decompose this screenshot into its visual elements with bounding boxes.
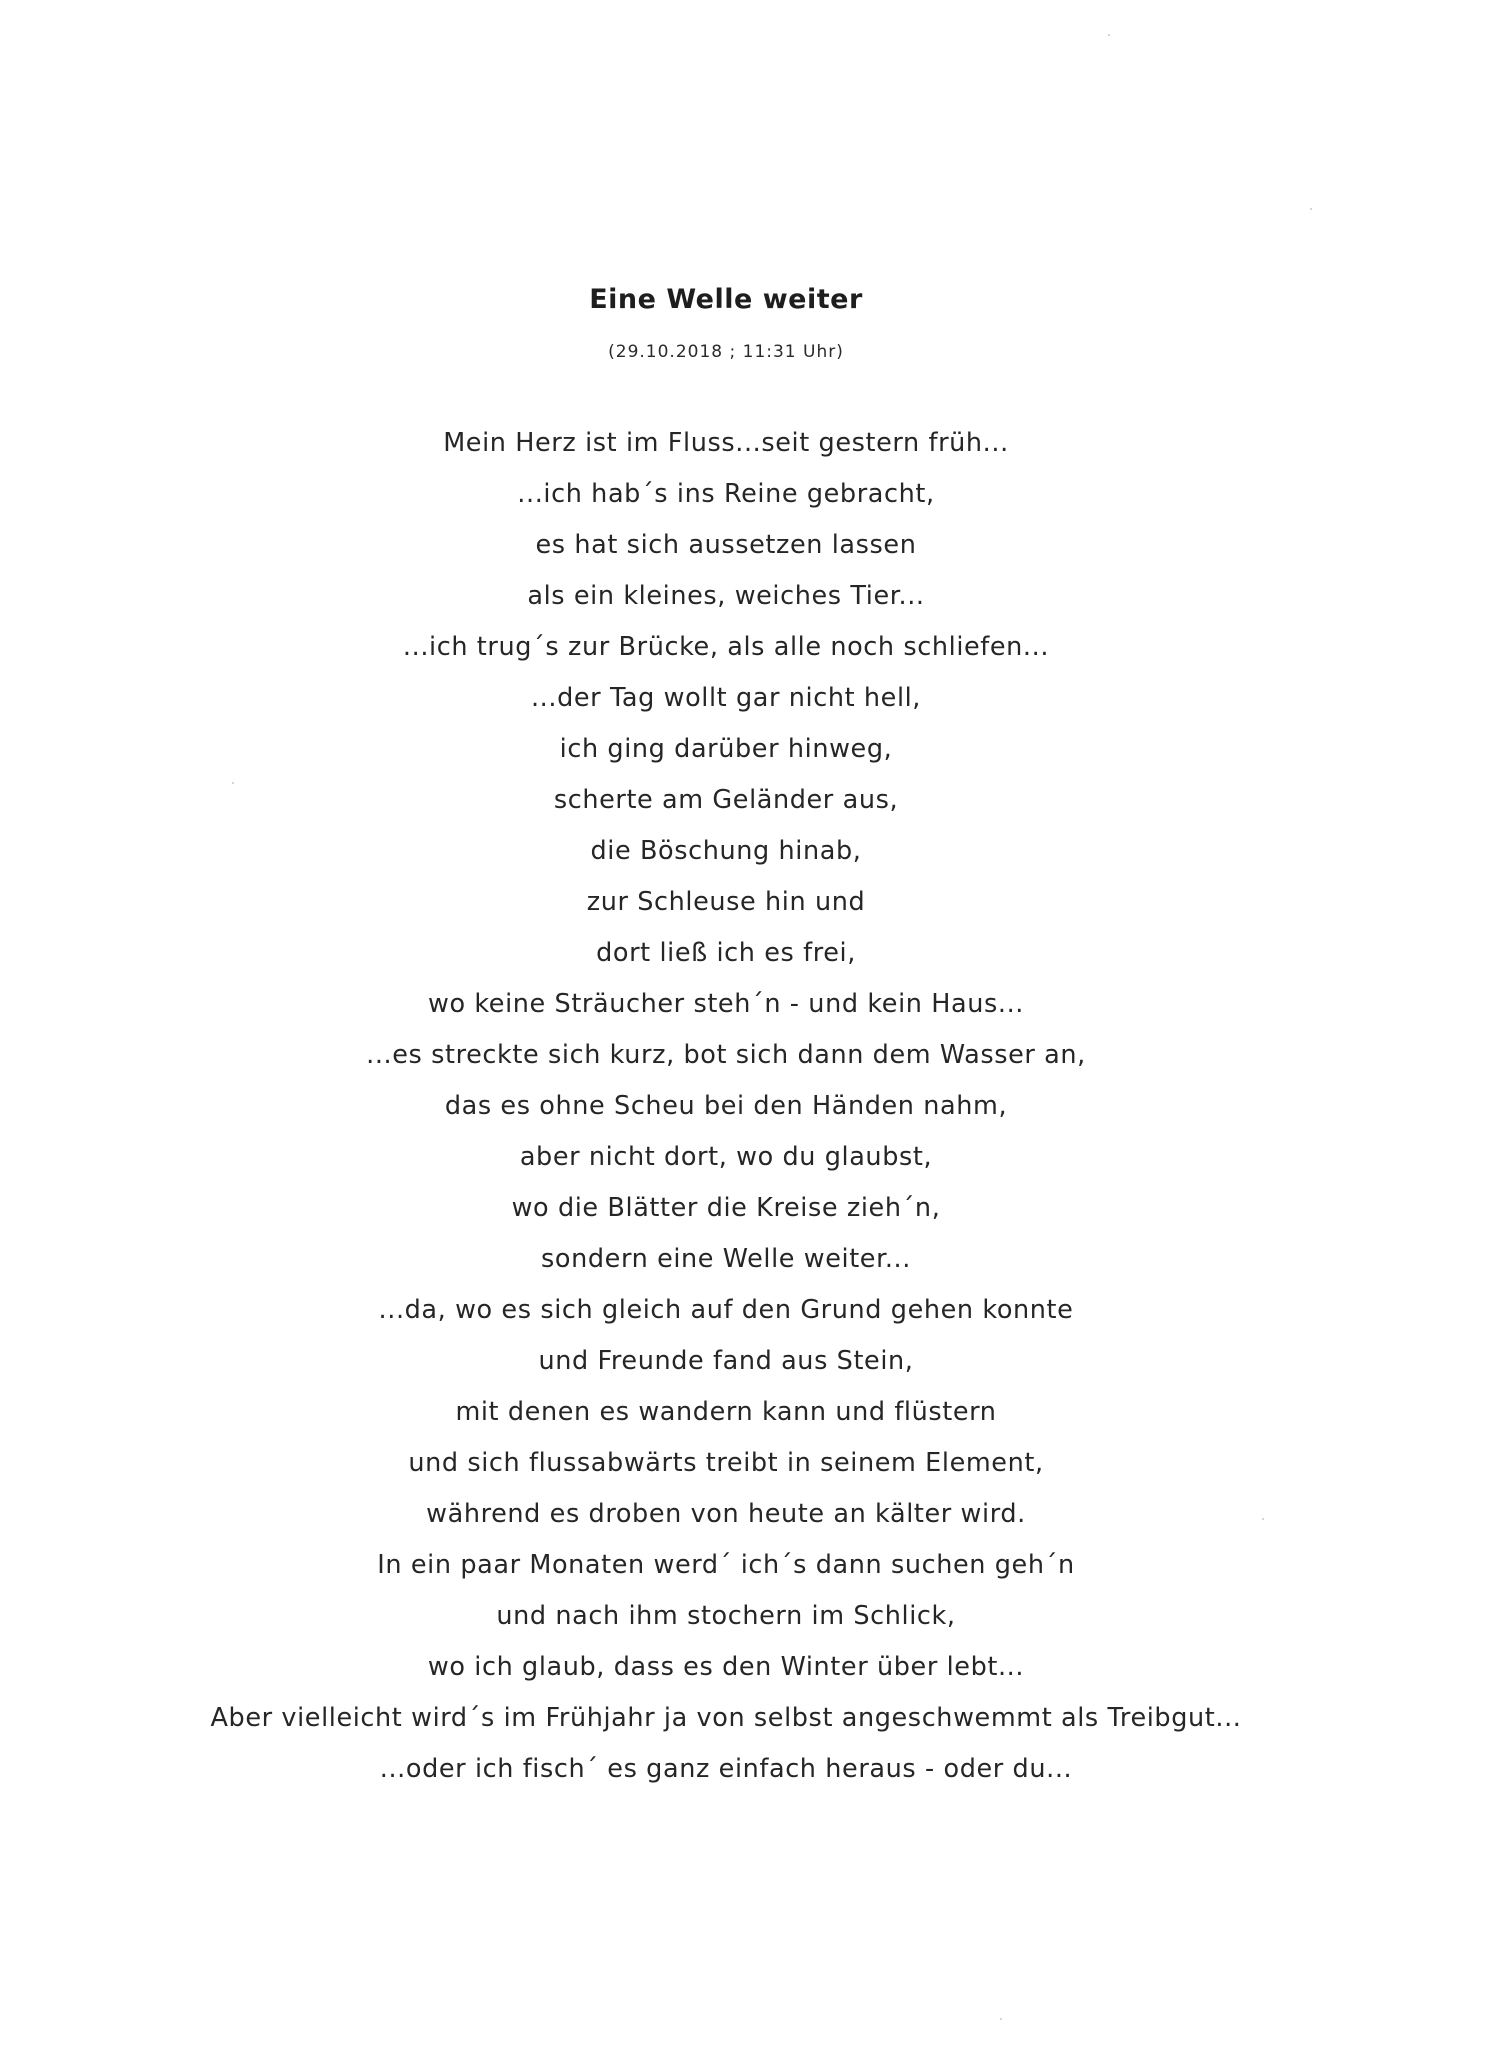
poem-line: ...der Tag wollt gar nicht hell, [530, 683, 922, 713]
poem-line: ich ging darüber hinweg, [559, 734, 893, 764]
poem-line: In ein paar Monaten werd´ ich´s dann suchen geh´n [377, 1550, 1075, 1580]
poem-line: wo ich glaub, dass es den Winter über lebt... [427, 1652, 1025, 1682]
poem-title: Eine Welle weiter [589, 284, 863, 315]
poem-line: es hat sich aussetzen lassen [535, 530, 917, 560]
poem-line: die Böschung hinab, [590, 836, 862, 866]
scan-speck [1108, 34, 1110, 36]
poem-date: (29.10.2018 ; 11:31 Uhr) [608, 342, 844, 362]
poem-line: ...da, wo es sich gleich auf den Grund gehen konnte [378, 1295, 1074, 1325]
poem-line: scherte am Geländer aus, [553, 785, 899, 815]
poem-line: dort ließ ich es frei, [596, 938, 856, 968]
poem-line: das es ohne Scheu bei den Händen nahm, [444, 1091, 1008, 1121]
poem-line: sondern eine Welle weiter... [541, 1244, 911, 1274]
poem-line: ...ich trug´s zur Brücke, als alle noch schliefen... [402, 632, 1050, 662]
poem-line: wo die Blätter die Kreise zieh´n, [511, 1193, 941, 1223]
poem-line: und nach ihm stochern im Schlick, [496, 1601, 956, 1631]
scan-speck [1000, 2018, 1002, 2020]
poem-line: ...ich hab´s ins Reine gebracht, [517, 479, 935, 509]
poem-line: zur Schleuse hin und [586, 887, 866, 917]
poem-line: ...oder ich fisch´ es ganz einfach heraus - oder du... [379, 1754, 1073, 1784]
poem-line: aber nicht dort, wo du glaubst, [519, 1142, 933, 1172]
poem-line: Aber vielleicht wird´s im Frühjahr ja von selbst angeschwemmt als Treibgut... [210, 1703, 1242, 1733]
poem-line: wo keine Sträucher steh´n - und kein Haus... [427, 989, 1024, 1019]
poem-body [0, 418, 1452, 1795]
poem-line: und sich flussabwärts treibt in seinem Element, [408, 1448, 1044, 1478]
poem-line: und Freunde fand aus Stein, [538, 1346, 914, 1376]
poem-line: ...es streckte sich kurz, bot sich dann dem Wasser an, [366, 1040, 1086, 1070]
scan-speck [1310, 208, 1312, 210]
scan-speck [232, 782, 234, 784]
scan-speck [1262, 1518, 1264, 1520]
poem-line: als ein kleines, weiches Tier... [527, 581, 925, 611]
poem-line: während es droben von heute an kälter wird. [426, 1499, 1026, 1529]
poem-line: mit denen es wandern kann und flüstern [455, 1397, 997, 1427]
poem-line: Mein Herz ist im Fluss...seit gestern früh... [443, 428, 1009, 458]
